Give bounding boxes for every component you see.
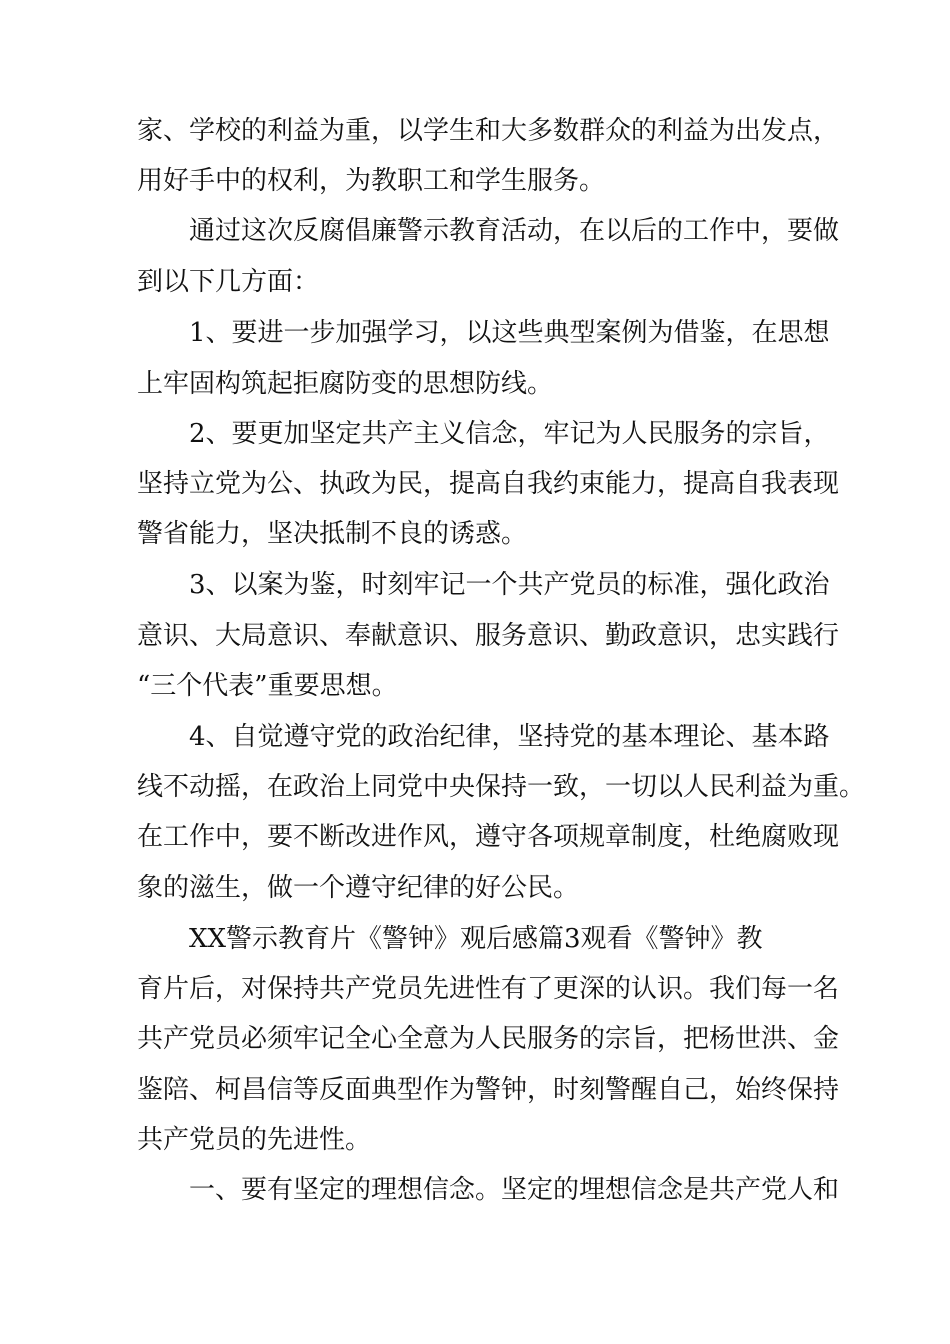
text-line: 育片后，对保持共产党员先进性有了更深的认识。我们每一名: [137, 974, 840, 1004]
text-line: XX警示教育片《警钟》观后感篇3观看《警钟》教: [189, 924, 763, 954]
text-line: 2、要更加坚定共产主义信念，牢记为人民服务的宗旨，: [189, 419, 830, 449]
text-line: 意识、大局意识、奉献意识、服务意识、勤政意识，忠实践行: [137, 621, 840, 651]
text-line: 共产党员必须牢记全心全意为人民服务的宗旨，把杨世洪、金: [137, 1024, 840, 1054]
text-line: 1、要进一步加强学习，以这些典型案例为借鉴，在思想: [189, 318, 830, 348]
text-line: 上牢固构筑起拒腐防变的思想防线。: [137, 369, 554, 399]
text-line: 通过这次反腐倡廉警示教育活动，在以后的工作中，要做: [189, 216, 840, 246]
text-line: 到以下几方面：: [137, 267, 320, 297]
text-line: 共产党员的先进性。: [137, 1125, 372, 1155]
text-line: 一、要有坚定的理想信念。坚定的埋想信念是共产党人和: [189, 1175, 840, 1205]
text-line: 在工作中，要不断改进作风，遵守各项规章制度，杜绝腐败现: [137, 822, 840, 852]
text-line: 坚持立党为公、执政为民，提高自我约束能力，提高自我表现: [137, 469, 840, 499]
text-line: 3、以案为鉴，时刻牢记一个共产党员的标准，强化政治: [189, 570, 830, 600]
text-line: “三个代表”重要思想。: [137, 671, 398, 701]
text-line: 用好手中的权利，为教职工和学生服务。: [137, 166, 606, 196]
text-line: 4、自觉遵守党的政治纪律，坚持党的基本理论、基本路: [189, 722, 830, 752]
text-line: 鉴陪、柯昌信等反面典型作为警钟，时刻警醒自己，始终保持: [137, 1075, 840, 1105]
text-line: 警省能力，坚决抵制不良的诱惑。: [137, 519, 528, 549]
text-line: 线不动摇，在政治上同党中央保持一致，一切以人民利益为重。: [137, 772, 866, 802]
text-line: 象的滋生，做一个遵守纪律的好公民。: [137, 873, 580, 903]
text-line: 家、学校的利益为重，以学生和大多数群众的利益为出发点，: [137, 116, 840, 146]
